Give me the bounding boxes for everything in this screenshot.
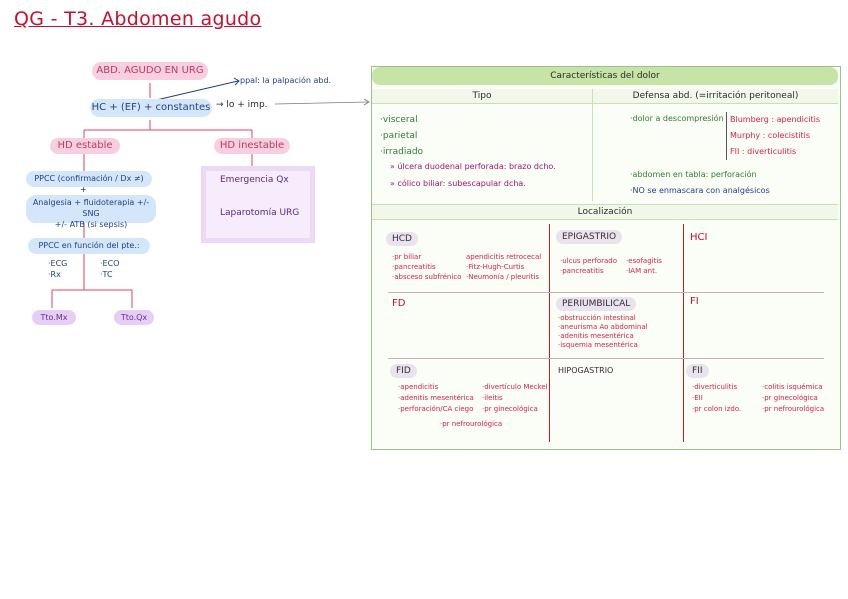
abdomen-tabla: ·abdomen en tabla: perforación	[630, 170, 757, 179]
tipo-parietal: ·parietal	[380, 131, 418, 141]
hcd-item: ·Neumonía / pleuritis	[466, 273, 540, 281]
eco-item: ·ECO	[100, 259, 120, 268]
hcd-item: ·pancreatitis	[392, 263, 436, 271]
tipo-defensa-divider	[592, 89, 593, 201]
dolor-descompresion: ·dolor a descompresión	[630, 114, 724, 123]
epigastrio-col-2	[626, 256, 662, 276]
fii-col-2	[762, 382, 824, 415]
blumberg-sign: Blumberg : apendicitis	[730, 115, 821, 124]
periumbilical-item: ·obstrucción intestinal	[558, 314, 636, 322]
hcd-item: ·pr biliar	[392, 253, 422, 261]
periumbilical-list	[558, 314, 648, 350]
zone-epigastrio-label: EPIGASTRIO	[556, 230, 622, 244]
fid-item: ·adenitis mesentérica	[398, 394, 474, 402]
hcd-item: ·Fitz-Hugh-Curtis	[466, 263, 525, 271]
zone-hcd-label: HCD	[386, 232, 418, 246]
zone-hipogastrio-label: HIPOGASTRIO	[558, 366, 614, 375]
periumbilical-item: ·isquemia mesentérica	[558, 341, 638, 349]
tc-item: ·TC	[100, 270, 113, 279]
hcd-col-1	[392, 252, 461, 282]
caracteristicas-header: Características del dolor	[372, 67, 838, 85]
tipo-header: Tipo	[372, 89, 592, 104]
hc-ef-constantes-node: HC + (EF) + constantes	[90, 99, 212, 117]
fid-item: ·apendicitis	[398, 383, 439, 391]
fid-item: ·ileítis	[482, 394, 503, 402]
zone-fid-label: FID	[390, 364, 417, 378]
lo-mas-importante-note: → lo + imp.	[216, 100, 268, 110]
irradiado-ulcus: » úlcera duodenal perforada: brazo dcho.	[390, 162, 556, 171]
fii-item: ·diverticulitis	[692, 383, 738, 391]
fid-item: ·pr ginecológica	[482, 405, 538, 413]
fid-col-1	[398, 382, 474, 415]
fid-item: ·perforación/CA ciego	[398, 405, 474, 413]
emergencia-qx-text: Emergencia Qx	[220, 175, 289, 185]
zone-fd-label: FD	[392, 298, 406, 309]
abd-agudo-urg-node: ABD. AGUDO EN URG	[92, 62, 208, 80]
zone-fii-label: FII	[686, 364, 709, 378]
hd-inestable-node: HD inestable	[214, 138, 290, 154]
tipo-list	[380, 112, 423, 160]
fii-item: ·pr colon izdo.	[692, 405, 742, 413]
hcd-item: apendicitis retrocecal	[466, 253, 542, 261]
grid-hline-2	[388, 358, 824, 359]
fii-col-1	[692, 382, 741, 415]
signos-list	[726, 112, 820, 160]
plus-sign: +	[80, 185, 87, 194]
zone-hci-label: HCI	[690, 232, 708, 243]
analgesia-node	[26, 195, 156, 229]
irradiado-colico: » cólico biliar: subescapular dcha.	[390, 179, 526, 188]
grid-hline-1	[388, 292, 824, 293]
fii-sign: FII : diverticulitis	[730, 147, 797, 156]
fii-item: ·EII	[692, 394, 703, 402]
laparotomia-text: Laparotomía URG	[220, 208, 300, 218]
analgesia-line-2: +/- ATB (si sepsis)	[54, 220, 128, 229]
no-enmascara: ·NO se enmascara con analgésicos	[630, 186, 770, 195]
rx-item: ·Rx	[48, 270, 61, 279]
grid-vline-2	[683, 224, 684, 442]
analgesia-line-1: Analgesia + fluidoterapia +/- SNG	[32, 198, 150, 218]
grid-vline-1	[549, 224, 550, 442]
palpacion-note: ppal: la palpación abd.	[240, 76, 332, 85]
page-title: QG - T3. Abdomen agudo	[14, 8, 262, 30]
fii-item: ·colitis isquémica	[762, 383, 823, 391]
murphy-sign: Murphy : colecistitis	[730, 131, 811, 140]
epigastrio-item: ·IAM ant.	[626, 267, 658, 275]
zone-fi-label: FI	[690, 296, 699, 307]
zone-periumbilical-label: PERIUMBILICAL	[556, 297, 636, 311]
periumbilical-item: ·aneurisma Ao abdominal	[558, 323, 648, 331]
tto-qx-node: Tto.Qx	[114, 310, 154, 325]
fii-item: ·pr nefrourológica	[762, 405, 825, 413]
pruebas-col-2	[100, 258, 119, 280]
localizacion-header: Localización	[372, 204, 838, 220]
hcd-col-2	[466, 252, 541, 282]
epigastrio-item: ·ulcus perforado	[560, 257, 618, 265]
epigastrio-item: ·esofagitis	[626, 257, 662, 265]
fii-item: ·pr ginecológica	[762, 394, 818, 402]
fid-col-2	[482, 382, 548, 415]
epigastrio-item: ·pancreatitis	[560, 267, 604, 275]
epigastrio-col-1	[560, 256, 617, 276]
fid-col-3: ·pr nefrourológica	[440, 420, 503, 428]
defensa-header: Defensa abd. (=irritación peritoneal)	[593, 89, 838, 104]
ppcc-funcion-node: PPCC en función del pte.:	[28, 238, 150, 254]
tto-mx-node: Tto.Mx	[32, 310, 76, 325]
hd-estable-node: HD estable	[50, 138, 120, 154]
tipo-irradiado: ·irradiado	[380, 147, 424, 157]
periumbilical-item: ·adenitis mesentérica	[558, 332, 634, 340]
tipo-visceral: ·visceral	[380, 115, 418, 125]
fid-item: ·divertículo Meckel	[482, 383, 548, 391]
ecg-item: ·ECG	[48, 259, 68, 268]
ppcc-node: PPCC (confirmación / Dx ≠)	[26, 171, 152, 187]
pruebas-col-1	[48, 258, 67, 280]
hcd-item: ·absceso subfrénico	[392, 273, 462, 281]
